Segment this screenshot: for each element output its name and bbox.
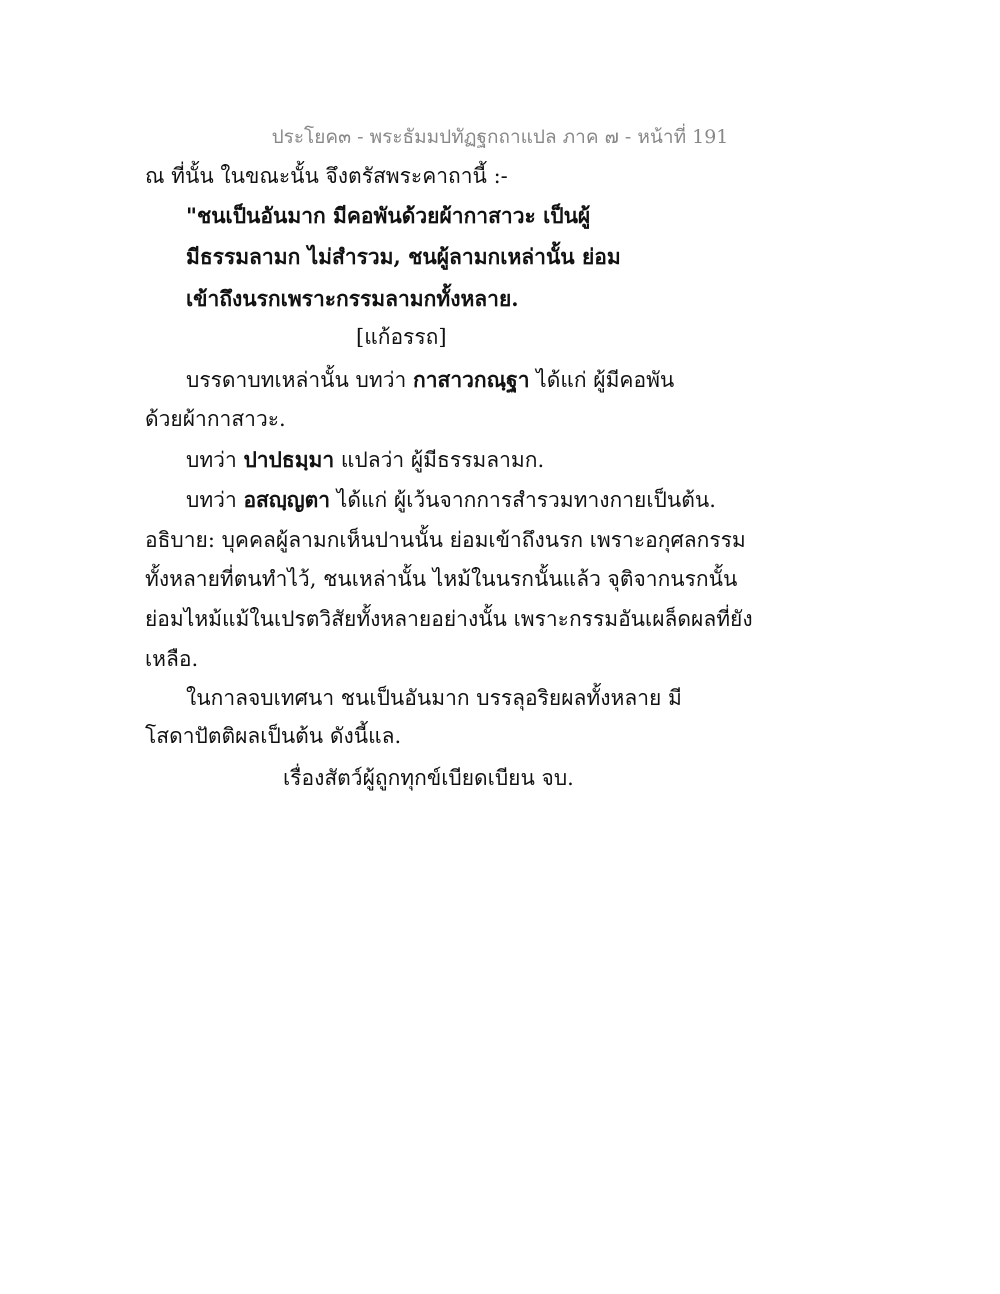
paragraph-4-line-1: อธิบาย: บุคคลผู้ลามกเห็นปานนั้น ย่อมเข้าถึงนรก เพราะอกุศลกรรม: [145, 528, 746, 552]
closing-line: เรื่องสัตว์ผู้ถูกทุกข์เบียดเบียน จบ.: [283, 766, 574, 790]
paragraph-5-line-1: ในกาลจบเทศนา ชนเป็นอันมาก บรรลุอริยผลทั้งหลาย มี: [186, 686, 682, 710]
paragraph-5-line-2: โสดาปัตติผลเป็นต้น ดังนี้แล.: [145, 724, 402, 748]
paragraph-1-line-2: ด้วยผ้ากาสาวะ.: [145, 407, 286, 431]
paragraph-1-line-1: [186, 366, 674, 394]
term-papadhamma: ปาปธมฺมา: [243, 447, 335, 472]
paragraph-1-text-after: ได้แก่ ผู้มีคอพัน: [529, 368, 675, 392]
paragraph-3: [186, 486, 716, 514]
verse-line-1: "ชนเป็นอันมาก มีคอพันด้วยผ้ากาสาวะ เป็นผู้: [186, 203, 591, 228]
verse-line-3: เข้าถึงนรกเพราะกรรมลามกทั้งหลาย.: [186, 286, 519, 311]
section-label: [แก้อรรถ]: [356, 325, 447, 349]
paragraph-3-text-after: ได้แก่ ผู้เว้นจากการสำรวมทางกายเป็นต้น.: [330, 488, 716, 512]
paragraph-4-line-2: ทั้งหลายที่ตนทำไว้, ชนเหล่านั้น ไหม้ในนรกนั้นแล้ว จุติจากนรกนั้น: [145, 567, 738, 591]
running-header: ประโยค๓ - พระธัมมปทัฏฐกถาแปล ภาค ๗ - หน้าที่ 191: [271, 126, 729, 148]
paragraph-3-text: บทว่า: [186, 488, 244, 512]
paragraph-1-text: บรรดาบทเหล่านั้น บทว่า: [186, 368, 413, 392]
paragraph-2: [186, 446, 544, 474]
paragraph-2-text: บทว่า: [186, 448, 244, 472]
paragraph-4-line-4: เหลือ.: [145, 647, 199, 671]
verse-line-2: มีธรรมลามก ไม่สำรวม, ชนผู้ลามกเหล่านั้น ย่อม: [186, 244, 621, 269]
paragraph-2-text-after: แปลว่า ผู้มีธรรมลามก.: [334, 448, 545, 472]
term-asannata: อสญฺญตา: [243, 487, 331, 512]
paragraph-4-line-3: ย่อมไหม้แม้ในเปรตวิสัยทั้งหลายอย่างนั้น เพราะกรรมอันเผล็ดผลที่ยัง: [145, 607, 753, 631]
intro-line: ณ ที่นั้น ในขณะนั้น จึงตรัสพระคาถานี้ :-: [145, 164, 508, 188]
term-kasavakantha: กาสาวกณฺฐา: [413, 367, 530, 392]
